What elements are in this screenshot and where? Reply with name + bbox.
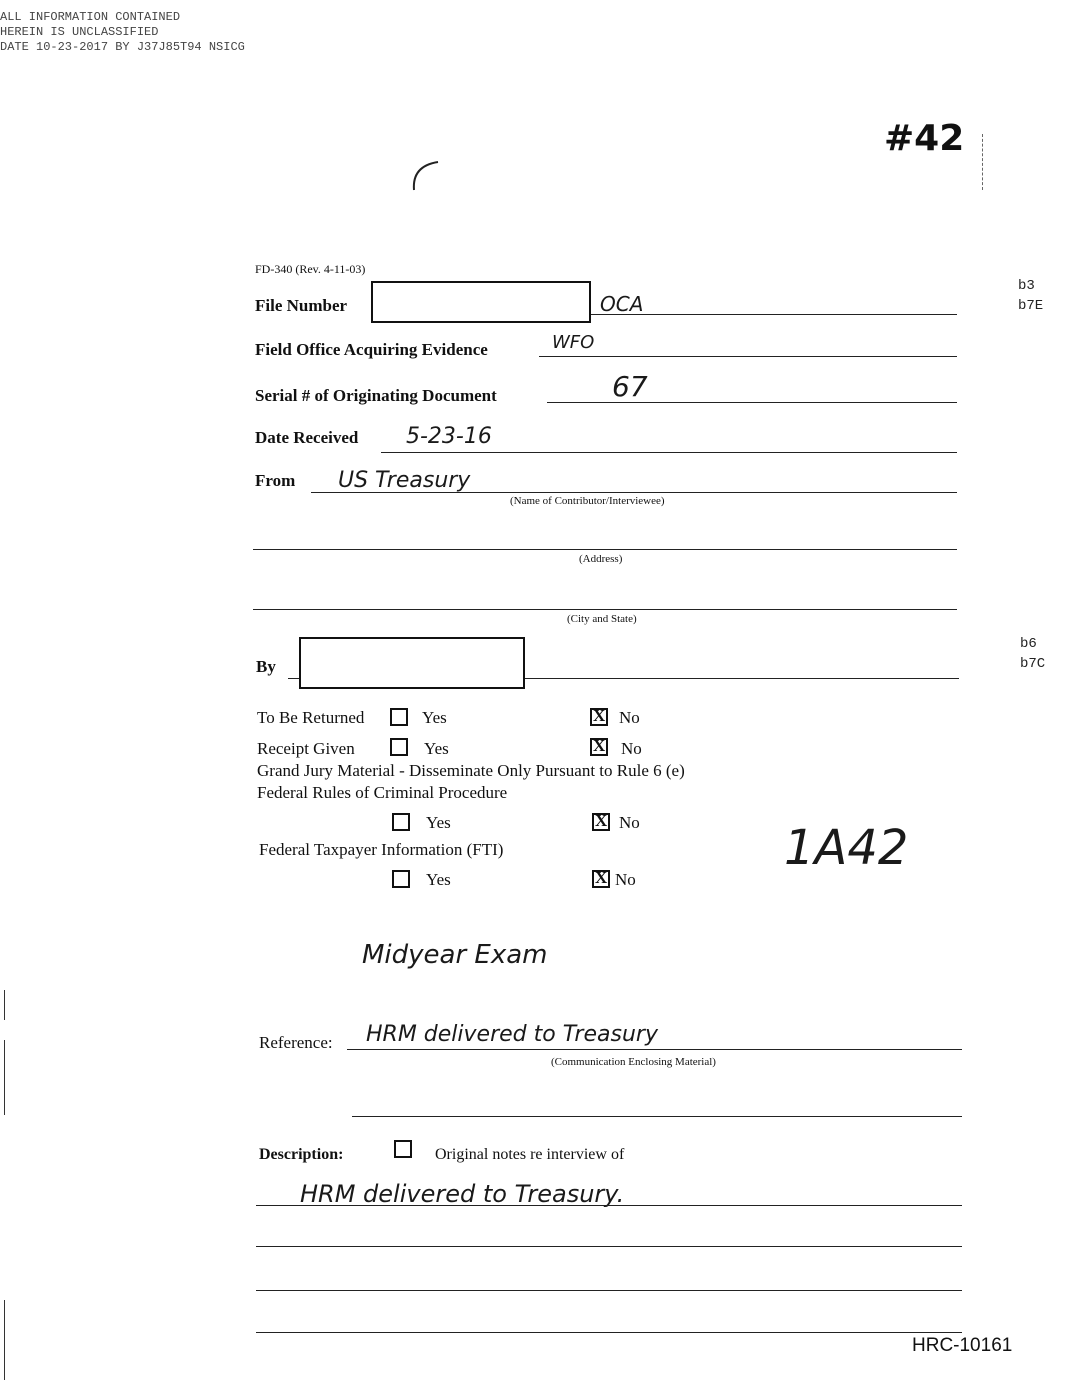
field-office-line xyxy=(539,356,957,357)
receipt-yes-label: Yes xyxy=(424,739,449,758)
grand-jury-yes-label: Yes xyxy=(426,813,451,832)
city-state-line xyxy=(253,609,957,610)
description-label: Description: xyxy=(259,1146,344,1163)
reference-value[interactable]: HRM delivered to Treasury xyxy=(366,1022,658,1047)
exemption-b6: b6 xyxy=(1020,636,1037,652)
serial-value[interactable]: 67 xyxy=(612,370,648,403)
address-line xyxy=(253,549,957,550)
scan-artifact-line xyxy=(982,134,983,190)
address-caption: (Address) xyxy=(579,553,623,565)
grand-jury-no-label: No xyxy=(619,813,640,832)
reference-line-2 xyxy=(352,1116,962,1117)
handwritten-note: Midyear Exam xyxy=(362,940,548,970)
grand-jury-no-check-mark: X xyxy=(595,811,608,830)
by-label: By xyxy=(256,657,276,676)
fti-no-check-mark: X xyxy=(595,868,608,887)
fti-yes-label: Yes xyxy=(426,870,451,889)
left-edge-line-2 xyxy=(4,1040,5,1115)
handwritten-annotation: 1A42 xyxy=(784,820,909,876)
exemption-b7c: b7C xyxy=(1020,656,1046,672)
reference-line xyxy=(347,1049,962,1050)
description-line-4 xyxy=(256,1332,962,1333)
exemption-b3: b3 xyxy=(1018,278,1035,294)
date-received-line xyxy=(381,452,957,453)
scan-artifact-arc xyxy=(408,156,452,196)
city-state-caption: (City and State) xyxy=(567,613,637,625)
fti-label: Federal Taxpayer Information (FTI) xyxy=(259,840,504,859)
form-id: FD-340 (Rev. 4-11-03) xyxy=(255,262,366,276)
declassification-stamp xyxy=(0,10,245,55)
file-number-label: File Number xyxy=(255,296,348,315)
left-edge-line-1 xyxy=(4,990,5,1020)
field-office-label: Field Office Acquiring Evidence xyxy=(255,340,488,359)
fti-yes-checkbox[interactable] xyxy=(392,870,410,888)
receipt-label: Receipt Given xyxy=(257,739,355,758)
contributor-caption: (Name of Contributor/Interviewee) xyxy=(510,495,665,507)
date-received-label: Date Received xyxy=(255,428,359,447)
returned-no-label: No xyxy=(619,708,640,727)
receipt-yes-checkbox[interactable] xyxy=(390,738,408,756)
returned-yes-checkbox[interactable] xyxy=(390,708,408,726)
grand-jury-label-line-1: Grand Jury Material - Disseminate Only Pursuant to Rule 6 (e) xyxy=(257,761,685,780)
from-label: From xyxy=(255,471,296,490)
original-notes-label: Original notes re interview of xyxy=(435,1146,625,1163)
description-value[interactable]: HRM delivered to Treasury. xyxy=(300,1180,625,1208)
description-line-1 xyxy=(256,1205,962,1206)
returned-label: To Be Returned xyxy=(257,708,365,727)
returned-yes-label: Yes xyxy=(422,708,447,727)
stamp-line-3: DATE 10-23-2017 BY J37J85T94 NSICG xyxy=(0,40,245,54)
description-line-2 xyxy=(256,1246,962,1247)
returned-no-check-mark: X xyxy=(593,706,606,725)
stamp-line-1: ALL INFORMATION CONTAINED xyxy=(0,10,181,24)
reference-label: Reference: xyxy=(259,1033,333,1052)
date-received-value[interactable]: 5-23-16 xyxy=(406,424,492,449)
file-number-line xyxy=(591,314,957,315)
by-line-right xyxy=(525,678,959,679)
fti-no-label: No xyxy=(615,870,636,889)
grand-jury-label-line-2: Federal Rules of Criminal Procedure xyxy=(257,783,508,802)
receipt-no-label: No xyxy=(621,739,642,758)
reference-caption: (Communication Enclosing Material) xyxy=(551,1056,716,1068)
receipt-no-check-mark: X xyxy=(593,736,606,755)
corner-number: #42 xyxy=(884,118,965,159)
document-control-number: HRC-10161 xyxy=(912,1335,1013,1356)
file-number-value[interactable]: OCA xyxy=(600,292,644,316)
exemption-b7e: b7E xyxy=(1018,298,1044,314)
by-redaction-box xyxy=(299,637,525,689)
original-notes-checkbox[interactable] xyxy=(394,1140,412,1158)
field-office-value[interactable]: WFO xyxy=(552,332,595,353)
description-line-3 xyxy=(256,1290,962,1291)
serial-label: Serial # of Originating Document xyxy=(255,386,497,405)
stamp-line-2: HEREIN IS UNCLASSIFIED xyxy=(0,25,159,39)
from-value[interactable]: US Treasury xyxy=(338,468,471,493)
file-number-redaction-box xyxy=(371,281,591,323)
left-edge-line-3 xyxy=(4,1300,5,1380)
serial-line xyxy=(547,402,957,403)
grand-jury-yes-checkbox[interactable] xyxy=(392,813,410,831)
